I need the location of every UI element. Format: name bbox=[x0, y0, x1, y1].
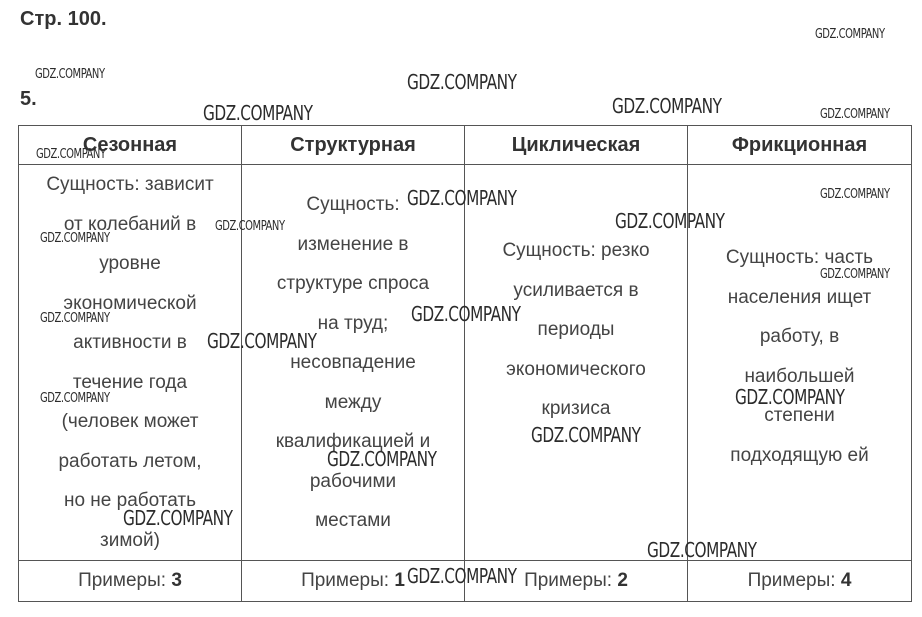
watermark-text: GDZ.COMPANY bbox=[40, 391, 110, 406]
watermark-text: GDZ.COMPANY bbox=[815, 27, 885, 42]
column-header-frictional: Фрикционная bbox=[688, 126, 912, 165]
essence-text-line: между bbox=[324, 391, 382, 413]
task-number: 5. bbox=[20, 88, 37, 110]
essence-text-line: Сущность: резко bbox=[502, 240, 650, 261]
examples-count: 3 bbox=[171, 570, 182, 591]
examples-cell-seasonal bbox=[19, 561, 242, 602]
examples-count: 2 bbox=[617, 570, 628, 591]
watermark-text: GDZ.COMPANY bbox=[531, 423, 641, 447]
examples-count: 1 bbox=[394, 570, 405, 591]
header-row bbox=[19, 126, 912, 165]
watermark-text: GDZ.COMPANY bbox=[35, 67, 105, 82]
page-number-label: Стр. 100. bbox=[20, 8, 107, 30]
watermark-text: GDZ.COMPANY bbox=[411, 302, 521, 326]
essence-row bbox=[19, 165, 912, 561]
watermark-text: GDZ.COMPANY bbox=[40, 231, 110, 246]
essence-text-line: активности в bbox=[73, 332, 187, 353]
examples-cell-frictional bbox=[688, 561, 912, 602]
watermark-text: GDZ.COMPANY bbox=[407, 70, 517, 94]
essence-text-line: структуре спроса bbox=[276, 273, 430, 294]
examples-label: Примеры: bbox=[78, 570, 167, 591]
essence-text-line: несовпадение bbox=[290, 352, 416, 373]
essence-text-line: Сущность: зависит bbox=[46, 174, 214, 195]
essence-text-line: периоды bbox=[537, 319, 615, 340]
essence-text-line: местами bbox=[315, 510, 391, 531]
essence-text-line: Сущность: bbox=[306, 194, 400, 215]
essence-text-line: (человек может bbox=[61, 411, 199, 432]
essence-text-line: зимой) bbox=[100, 529, 160, 551]
watermark-text: GDZ.COMPANY bbox=[820, 107, 890, 122]
essence-text-line: населения ищет bbox=[727, 286, 872, 308]
watermark-text: GDZ.COMPANY bbox=[735, 385, 845, 409]
essence-text-line: уровне bbox=[99, 253, 161, 274]
essence-text-line: степени bbox=[764, 405, 835, 426]
examples-label: Примеры: bbox=[747, 570, 836, 591]
examples-count: 4 bbox=[840, 570, 852, 591]
essence-text-line: от колебаний в bbox=[63, 213, 197, 235]
column-header-seasonal: Сезонная bbox=[19, 126, 242, 165]
essence-text-line: усиливается в bbox=[513, 279, 639, 301]
essence-text-line: квалификацией и bbox=[275, 431, 431, 452]
examples-label: Примеры: bbox=[301, 570, 390, 591]
essence-text-line: наибольшей bbox=[744, 365, 855, 387]
watermark-text: GDZ.COMPANY bbox=[407, 186, 517, 210]
essence-text-line: но не работать bbox=[63, 490, 197, 511]
watermark-text: GDZ.COMPANY bbox=[612, 94, 722, 118]
watermark-text: GDZ.COMPANY bbox=[215, 219, 285, 234]
watermark-text: GDZ.COMPANY bbox=[407, 564, 517, 588]
watermark-text: GDZ.COMPANY bbox=[123, 506, 233, 530]
column-header-cyclical: Циклическая bbox=[465, 126, 688, 165]
essence-text-line: подходящую ей bbox=[730, 444, 869, 466]
watermark-text: GDZ.COMPANY bbox=[615, 209, 725, 233]
essence-text-line: работать летом, bbox=[58, 450, 202, 472]
watermark-text: GDZ.COMPANY bbox=[820, 267, 890, 282]
essence-text-line: на труд; bbox=[317, 312, 389, 334]
watermark-text: GDZ.COMPANY bbox=[207, 329, 317, 353]
watermark-text: GDZ.COMPANY bbox=[203, 101, 313, 125]
essence-cell-seasonal bbox=[19, 165, 242, 561]
watermark-text: GDZ.COMPANY bbox=[36, 147, 106, 162]
essence-text-line: течение года bbox=[72, 371, 188, 393]
essence-text-line: экономического bbox=[506, 358, 646, 380]
essence-text-line: Сущность: часть bbox=[725, 247, 874, 268]
column-header-structural: Структурная bbox=[242, 126, 465, 165]
watermark-text: GDZ.COMPANY bbox=[40, 311, 110, 326]
essence-text-line: кризиса bbox=[541, 398, 611, 419]
watermark-text: GDZ.COMPANY bbox=[327, 447, 437, 471]
examples-label: Примеры: bbox=[524, 570, 613, 591]
essence-text-line: рабочими bbox=[309, 470, 397, 492]
essence-text-line: изменение в bbox=[297, 233, 409, 255]
watermark-text: GDZ.COMPANY bbox=[647, 538, 757, 562]
essence-text-line: экономической bbox=[63, 292, 197, 314]
essence-text-line: работу, в bbox=[759, 326, 840, 347]
watermark-text: GDZ.COMPANY bbox=[820, 187, 890, 202]
